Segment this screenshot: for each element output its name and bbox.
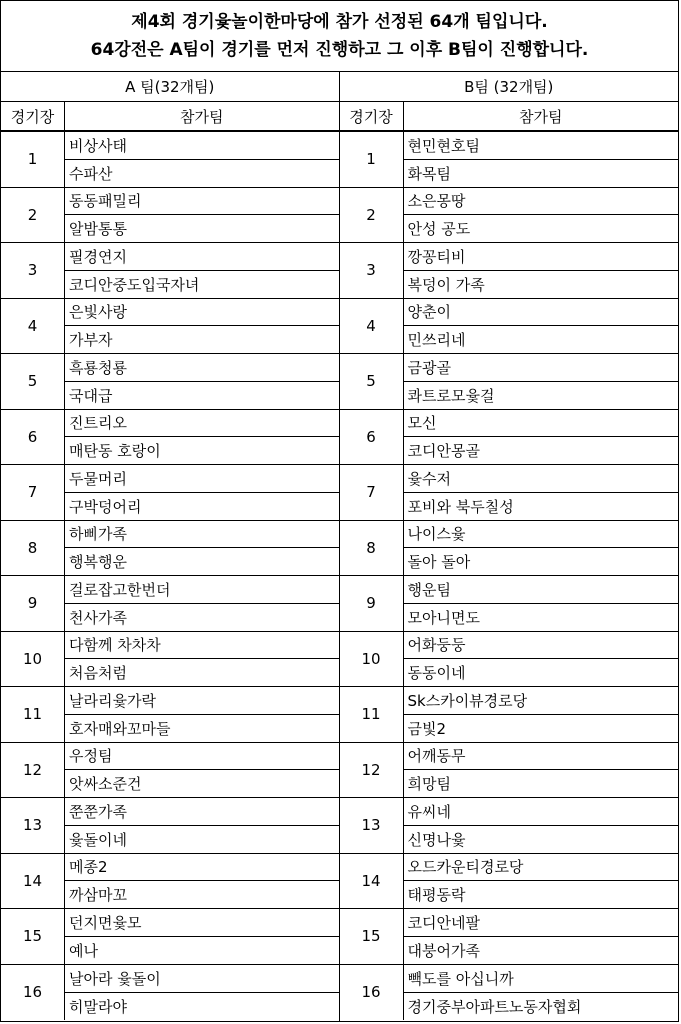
- team-name: 현민현호팀: [404, 132, 679, 160]
- team-group-header: A 팀(32개팀): [1, 72, 339, 102]
- court-number: 14: [1, 854, 65, 909]
- game-row: [340, 854, 679, 910]
- team-name: 태평동락: [407, 886, 466, 905]
- game-row: [340, 354, 679, 410]
- team-name: 예나: [69, 941, 98, 960]
- team-name: Sk스카이뷰경로당: [404, 687, 679, 715]
- team-pair: [404, 798, 679, 853]
- game-row: [340, 410, 679, 466]
- team-name: 동동이네: [407, 664, 466, 683]
- column-header-court: 경기장: [1, 102, 65, 130]
- team-name: 행운팀: [404, 576, 679, 604]
- game-row: [340, 188, 679, 244]
- game-row: [1, 299, 339, 355]
- game-row: [1, 798, 339, 854]
- team-pair: [65, 798, 339, 853]
- team-name: 경기중부아파트노동자협회: [407, 997, 582, 1016]
- team-name: 금빛2: [407, 719, 447, 738]
- team-name: 포비와 북두칠성: [407, 497, 514, 516]
- court-number: 15: [340, 909, 404, 964]
- team-name: 우정팀: [65, 743, 339, 771]
- team-name: 두물머리: [65, 465, 339, 493]
- game-row: [340, 632, 679, 688]
- court-number: 9: [1, 576, 65, 631]
- game-row: [1, 132, 339, 188]
- team-name: 모아니면도: [407, 608, 480, 627]
- team-pair: [404, 410, 679, 465]
- team-tables: [1, 72, 678, 1022]
- team-name: 콰트로모윷걸: [407, 386, 495, 405]
- game-row: [1, 965, 339, 1021]
- team-name: 하삐가족: [65, 521, 339, 549]
- team-name: 앗싸소준건: [69, 775, 142, 794]
- team-name: 신명나윷: [407, 830, 466, 849]
- court-number: 4: [340, 299, 404, 354]
- team-name: 히말라야: [69, 997, 127, 1016]
- team-name: 화목팀: [407, 164, 451, 183]
- court-number: 2: [1, 188, 65, 243]
- court-number: 3: [1, 243, 65, 298]
- column-header-teams: 참가팀: [519, 107, 563, 126]
- court-number: 4: [1, 299, 65, 354]
- team-name: 양춘이: [404, 299, 679, 327]
- team-pair: [65, 854, 339, 909]
- team-pair: [65, 743, 339, 798]
- team-pair: [65, 299, 339, 354]
- game-row: [1, 521, 339, 577]
- team-name: 필경연지: [65, 243, 339, 271]
- team-name: 희망팀: [407, 775, 451, 794]
- team-name: 은빛사랑: [65, 299, 339, 327]
- game-row: [340, 299, 679, 355]
- team-pair: [404, 132, 679, 187]
- team-name: 걸로잡고한번더: [65, 576, 339, 604]
- team-name: 돌아 돌아: [407, 553, 471, 572]
- team-name: 깡꽁티비: [404, 243, 679, 271]
- team-name: 코디안네팔: [404, 909, 679, 937]
- team-name: 복덩이 가족: [407, 275, 485, 294]
- team-name: 호자매와꼬마들: [69, 719, 171, 738]
- team-pair: [404, 354, 679, 409]
- game-row: [340, 132, 679, 188]
- team-name: 윷돌이네: [69, 830, 127, 849]
- team-name: 나이스윷: [404, 521, 679, 549]
- team-pair: [404, 521, 679, 576]
- team-name: 빽도를 아십니까: [404, 965, 679, 993]
- team-pair: [404, 909, 679, 964]
- team-name: 유씨네: [404, 798, 679, 826]
- team-pair: [65, 687, 339, 742]
- game-row: [1, 465, 339, 521]
- title-block: [1, 1, 678, 72]
- team-name: 날아라 윷돌이: [65, 965, 339, 993]
- team-name: 행복행운: [69, 553, 127, 572]
- team-pair: [404, 632, 679, 687]
- team-name: 금광골: [404, 354, 679, 382]
- team-name: 민쓰리네: [407, 331, 466, 350]
- game-row: [1, 854, 339, 910]
- game-row: [1, 243, 339, 299]
- team-name: 어깨동무: [404, 743, 679, 771]
- team-name: 비상사태: [65, 132, 339, 160]
- court-number: 3: [340, 243, 404, 298]
- court-number: 5: [1, 354, 65, 409]
- game-row: [1, 632, 339, 688]
- court-number: 7: [1, 465, 65, 520]
- team-name: 수파산: [69, 164, 113, 183]
- game-row: [340, 798, 679, 854]
- court-number: 5: [340, 354, 404, 409]
- game-row: [340, 465, 679, 521]
- court-number: 12: [340, 743, 404, 798]
- team-name: 소은몽땅: [404, 188, 679, 216]
- court-number: 15: [1, 909, 65, 964]
- team-pair: [65, 909, 339, 964]
- team-name: 메종2: [65, 854, 339, 882]
- court-number: 11: [1, 687, 65, 742]
- team-name: 오드카운티경로당: [404, 854, 679, 882]
- team-pair: [65, 521, 339, 576]
- team-pair: [404, 854, 679, 909]
- team-pair: [65, 243, 339, 298]
- team-name: 구박덩어리: [69, 497, 142, 516]
- game-row: [1, 576, 339, 632]
- team-pair: [65, 465, 339, 520]
- court-number: 12: [1, 743, 65, 798]
- team-pair: [404, 965, 679, 1021]
- game-row: [340, 965, 679, 1021]
- court-number: 13: [1, 798, 65, 853]
- game-row: [340, 743, 679, 799]
- team-name: 대붕어가족: [407, 941, 480, 960]
- team-name: 코디안몽골: [407, 442, 480, 461]
- team-name: 국대급: [69, 386, 113, 405]
- game-row: [340, 521, 679, 577]
- team-pair: [404, 576, 679, 631]
- team-pair: [65, 632, 339, 687]
- team-pair: [65, 410, 339, 465]
- team-name: 진트리오: [65, 410, 339, 438]
- court-number: 10: [1, 632, 65, 687]
- game-row: [1, 354, 339, 410]
- team-name: 쭌쭌가족: [65, 798, 339, 826]
- team-name: 알밤통통: [69, 220, 127, 239]
- game-row: [340, 909, 679, 965]
- court-number: 11: [340, 687, 404, 742]
- team-name: 가부자: [69, 331, 113, 350]
- team-group-header: B팀 (32개팀): [340, 72, 679, 102]
- team-name: 천사가족: [69, 608, 127, 627]
- team-pair: [404, 687, 679, 742]
- game-row: [1, 188, 339, 244]
- team-name: 흑룡청룡: [65, 354, 339, 382]
- column-header-court: 경기장: [340, 102, 404, 130]
- court-number: 1: [1, 132, 65, 187]
- team-name: 어화둥둥: [404, 632, 679, 660]
- title-line-1: 제4회 경기윷놀이한마당에 참가 선정된 64개 팀입니다.: [131, 12, 548, 32]
- team-name: 던지면윷모: [65, 909, 339, 937]
- team-pair: [65, 965, 339, 1021]
- court-number: 8: [1, 521, 65, 576]
- court-number: 13: [340, 798, 404, 853]
- team-a-table: [1, 72, 340, 1022]
- court-number: 7: [340, 465, 404, 520]
- court-number: 14: [340, 854, 404, 909]
- team-pair: [404, 465, 679, 520]
- game-row: [1, 687, 339, 743]
- team-pair: [404, 188, 679, 243]
- team-name: 다함께 차차차: [65, 632, 339, 660]
- court-number: 6: [1, 410, 65, 465]
- game-row: [1, 410, 339, 466]
- team-name: 동동패밀리: [65, 188, 339, 216]
- court-number: 10: [340, 632, 404, 687]
- team-name: 윷수저: [404, 465, 679, 493]
- team-name: 안성 공도: [407, 220, 471, 239]
- team-pair: [65, 576, 339, 631]
- court-number: 6: [340, 410, 404, 465]
- team-name: 날라리윷가락: [65, 687, 339, 715]
- team-pair: [65, 188, 339, 243]
- team-pair: [404, 299, 679, 354]
- team-pair: [65, 354, 339, 409]
- court-number: 1: [340, 132, 404, 187]
- team-name: 매탄동 호랑이: [69, 442, 161, 461]
- column-header-teams: 참가팀: [180, 107, 224, 126]
- team-name: 코디안중도입국자녀: [69, 275, 200, 294]
- game-row: [1, 743, 339, 799]
- team-name: 처음처럼: [69, 664, 127, 683]
- team-name: 까삼마꼬: [69, 886, 127, 905]
- team-b-table: [340, 72, 679, 1022]
- column-header-row: [1, 102, 339, 132]
- team-pair: [404, 243, 679, 298]
- game-row: [340, 687, 679, 743]
- team-pair: [65, 132, 339, 187]
- court-number: 9: [340, 576, 404, 631]
- team-name: 모신: [404, 410, 679, 438]
- team-pair: [404, 743, 679, 798]
- court-number: 16: [1, 965, 65, 1021]
- court-number: 8: [340, 521, 404, 576]
- title-line-2: 64강전은 A팀이 경기를 먼저 진행하고 그 이후 B팀이 진행합니다.: [90, 40, 589, 60]
- column-header-row: [340, 102, 679, 132]
- game-row: [1, 909, 339, 965]
- court-number: 2: [340, 188, 404, 243]
- game-row: [340, 576, 679, 632]
- game-row: [340, 243, 679, 299]
- court-number: 16: [340, 965, 404, 1021]
